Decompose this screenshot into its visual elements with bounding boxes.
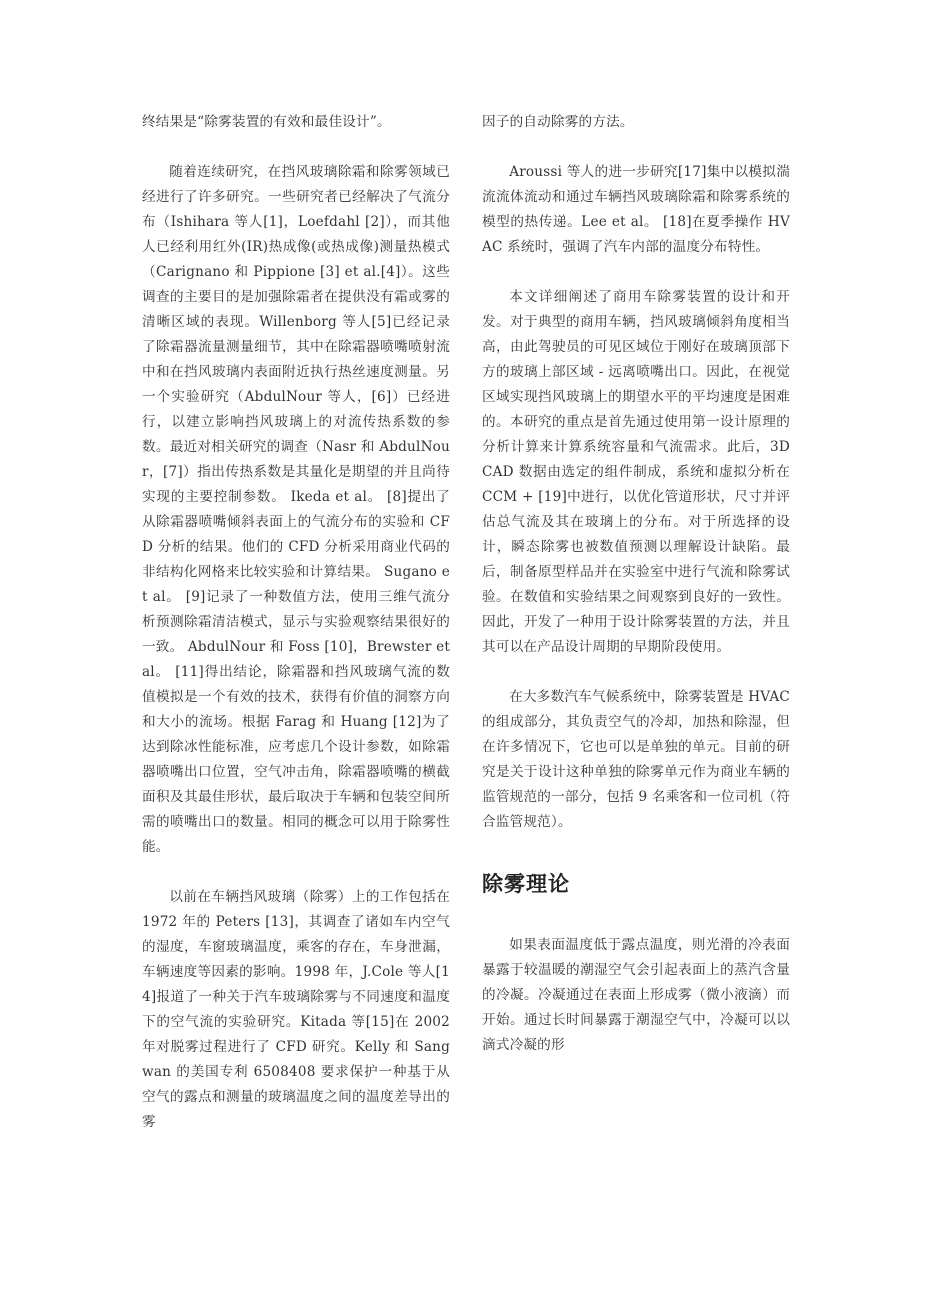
paragraph: Aroussi 等人的进一步研究[17]集中以模拟湍流流体流动和通过车辆挡风玻璃除霜和除雾系统的模型的热传递。Lee et al。 [18]在夏季操作 HVAC 系统时，强调了汽车内部的温度分布特性。 (482, 164, 790, 255)
paragraph: 随着连续研究，在挡风玻璃除霜和除雾领域已经进行了许多研究。一些研究者已经解决了气流分布（Ishihara 等人[1]，Loefdahl [2]），而其他人已经利用红外(IR)热成像(或热成像)测量热模式（Carignano 和 Pippione [3] et al.[4]）。这些调查的主要目的是加强除霜者在提供没有霜或雾的清晰区域的表现。Willenborg 等人[5]已经记录了除霜器流量测量细节，其中在除霜器喷嘴喷射流中和在挡风玻璃内表面附近执行热丝速度测量。另一个实验研究（AbdulNour 等人，[6]）已经进行，以建立影响挡风玻璃上的对流传热系数的参数。最近对相关研究的调查（Nasr 和 AbdulNour，[7]）指出传热系数是其量化是期望的并且尚待实现的主要控制参数。 Ikeda et al。 [8]提出了从除霜器喷嘴倾斜表面上的气流分布的实验和 CFD 分析的结果。他们的 CFD 分析采用商业代码的非结构化网格来比较实验和计算结果。 Sugano et al。 [9]记录了一种数值方法，使用三维气流分析预测除霜清洁模式，显示与实验观察结果很好的一致。 AbdulNour 和 Foss [10]，Brewster et al。 [11]得出结论，除霜器和挡风玻璃气流的数值模拟是一个有效的技术，获得有价值的洞察方向和大小的流场。根据 Farag 和 Huang [12]为了达到除冰性能标准，应考虑几个设计参数，如除霜器喷嘴出口位置，空气冲击角，除霜器喷嘴的横截面积及其最佳形状，最后取决于车辆和包装空间所需的喷嘴出口的数量。相同的概念可以用于除雾性能。 (142, 164, 451, 855)
paragraph: 因子的自动除雾的方法。 (482, 114, 634, 130)
paragraph: 本文详细阐述了商用车除雾装置的设计和开发。对于典型的商用车辆，挡风玻璃倾斜角度相当高，由此驾驶员的可见区域位于刚好在玻璃顶部下方的玻璃上部区域 - 远离喷嘴出口。因此，在视觉区域实现挡风玻璃上的期望水平的平均速度是困难的。本研究的重点是首先通过使用第一设计原理的分析计算来计算系统容量和气流需求。此后，3D CAD 数据由选定的组件制成，系统和虚拟分析在 CCM + [19]中进行，以优化管道形状，尺寸并评估总气流及其在玻璃上的分布。对于所选择的设计，瞬态除雾也被数值预测以理解设计缺陷。最后，制备原型样品并在实验室中进行气流和除雾试验。在数值和实验结果之间观察到良好的一致性。因此，开发了一种用于设计除雾装置的方法，并且其可以在产品设计周期的早期阶段使用。 (482, 289, 790, 655)
paragraph: 在大多数汽车气候系统中，除雾装置是 HVAC 的组成部分，其负责空气的冷却，加热和除湿，但在许多情况下，它也可以是单独的单元。目前的研究是关于设计这种单独的除雾单元作为商业车辆的监管规范的一部分，包括 9 名乘客和一位司机（符合监管规范）。 (482, 689, 790, 830)
paragraph: 如果表面温度低于露点温度，则光滑的冷表面暴露于较温暖的潮湿空气会引起表面上的蒸汽含量的冷凝。冷凝通过在表面上形成雾（微小液滴）而开始。通过长时间暴露于潮湿空气中，冷凝可以以滴式冷凝的形 (482, 937, 790, 1053)
paragraph: 以前在车辆挡风玻璃（除雾）上的工作包括在 1972 年的 Peters [13]，其调查了诸如车内空气的湿度，车窗玻璃温度，乘客的存在，车身泄漏，车辆速度等因素的影响。1998 年，J.Cole 等人[14]报道了一种关于汽车玻璃除雾与不同速度和温度下的空气流的实验研究。Kitada 等[15]在 2002 年对脱雾过程进行了 CFD 研究。Kelly 和 Sangwan 的美国专利 6508408 要求保护一种基于从空气的露点和测量的玻璃温度之间的温度差导出的雾 (142, 889, 450, 1130)
right-column (482, 110, 790, 1058)
left-column (142, 110, 450, 1135)
section-heading: 除雾理论 (482, 872, 570, 896)
paragraph: 终结果是“除雾装置的有效和最佳设计”。 (142, 114, 391, 130)
